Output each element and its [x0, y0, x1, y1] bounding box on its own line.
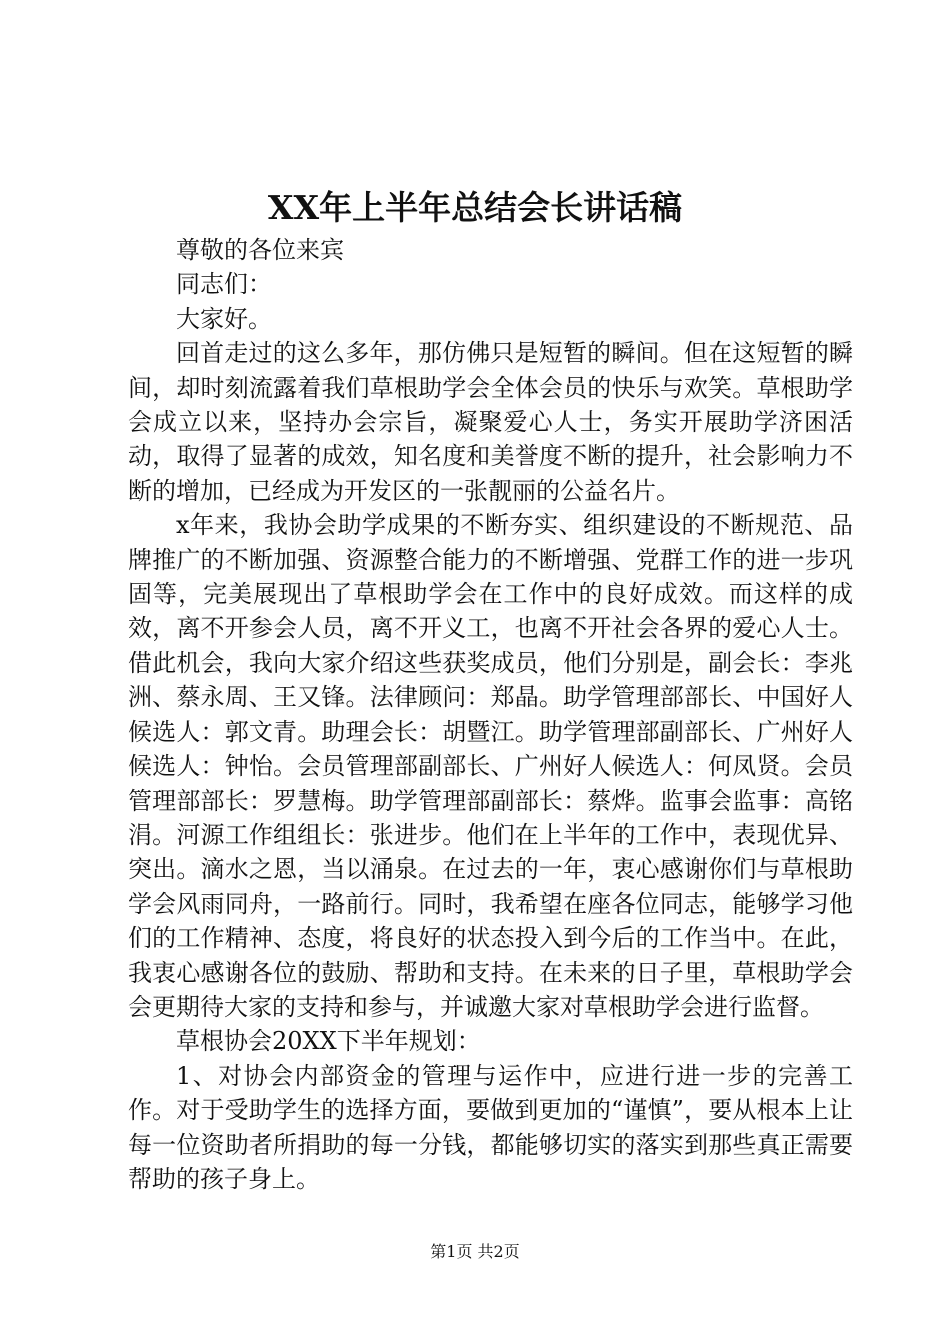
- plan-item-1: 1、对协会内部资金的管理与运作中，应进行进一步的完善工作。对于受助学生的选择方面，要做到更加的“谨慎”，要从根本上让每一位资助者所捐助的每一分钱，都能够切实的落实到那些真正需要帮助的孩子身上。: [128, 1061, 853, 1193]
- plan-heading: 草根协会20XX下半年规划：: [176, 1027, 481, 1056]
- greeting: 大家好。: [176, 304, 272, 333]
- page-footer: 第1页 共2页: [430, 1242, 520, 1261]
- salutation-guests: 尊敬的各位来宾: [176, 236, 344, 264]
- paragraph-retrospective: 回首走过的这么多年，那仿佛只是短暂的瞬间。但在这短暂的瞬间，却时刻流露着我们草根助学会全体会员的快乐与欢笑。草根助学会成立以来，坚持办会宗旨，凝聚爱心人士，务实开展助学济困活动，取得了显著的成效，知名度和美誉度不断的提升，社会影响力不断的增加，已经成为开发区的一张靓丽的公益名片。: [128, 339, 853, 505]
- paragraph-achievements: x年来，我协会助学成果的不断夯实、组织建设的不断规范、品牌推广的不断加强、资源整合能力的不断增强、党群工作的进一步巩固等，完美展现出了草根助学会在工作中的良好成效。而这样的成效，离不开参会人员，离不开义工，也离不开社会各界的爱心人士。借此机会，我向大家介绍这些获奖成员，他们分别是，副会长：李兆洲、蔡永周、王又锋。法律顾问：郑晶。助学管理部部长、中国好人候选人：郭文青。助理会长：胡暨江。助学管理部副部长、广州好人候选人：钟怡。会员管理部副部长、广州好人候选人：何凤贤。会员管理部部长：罗慧梅。助学管理部副部长：蔡烨。监事会监事：高铭涓。河源工作组组长：张进步。他们在上半年的工作中，表现优异、突出。滴水之恩，当以涌泉。在过去的一年，衷心感谢你们与草根助学会风雨同舟，一路前行。同时，我希望在座各位同志，能够学习他们的工作精神、态度，将良好的状态投入到今后的工作当中。在此，我衷心感谢各位的鼓励、帮助和支持。在未来的日子里，草根助学会会更期待大家的支持和参与，并诚邀大家对草根助学会进行监督。: [128, 511, 853, 1021]
- salutation-comrades: 同志们：: [176, 270, 272, 299]
- document-body: [128, 233, 853, 1196]
- document-title: XX年上半年总结会长讲话稿: [267, 188, 683, 227]
